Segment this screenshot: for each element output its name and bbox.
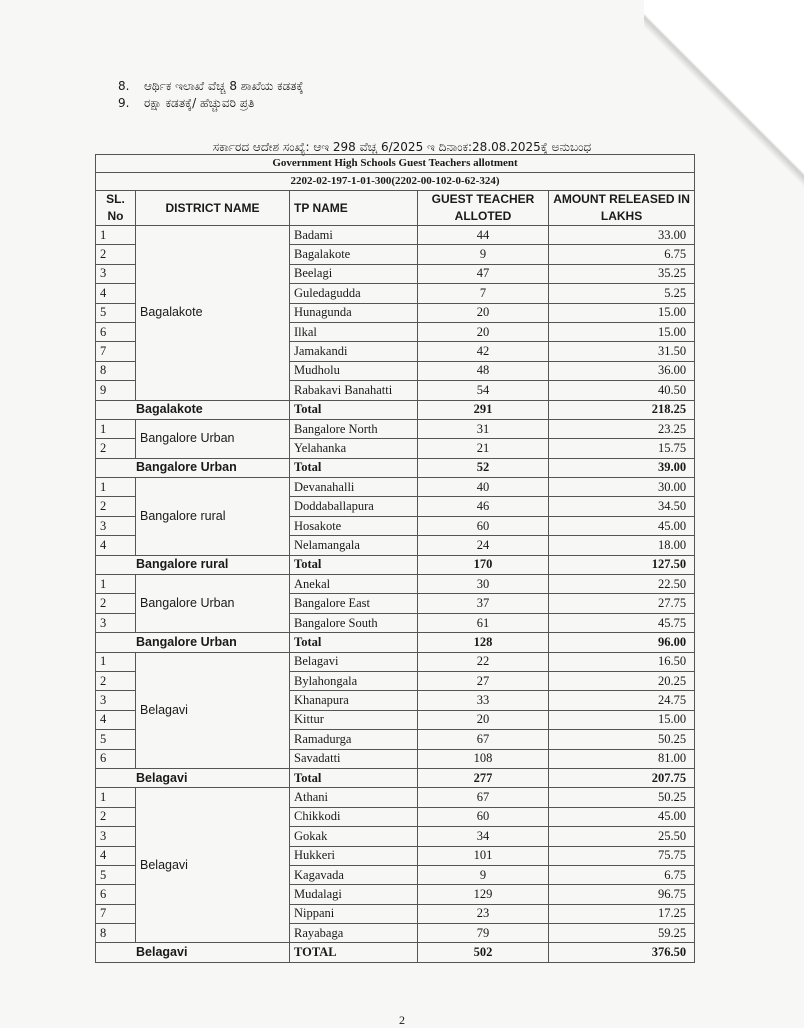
amount-cell: 15.00 — [549, 322, 695, 341]
amount-cell: 20.25 — [549, 671, 695, 690]
teachers-cell: 20 — [418, 303, 549, 322]
note-text: ಆರ್ಥಿಕ ಇಲಾಖೆ ವೆಚ್ಚ 8 ಶಾಖೆಯ ಕಡತಕ್ಕೆ — [144, 79, 304, 93]
table-caption: Government High Schools Guest Teachers allotment — [96, 155, 695, 173]
total-district-cell: Belagavi — [96, 943, 290, 962]
amount-cell: 40.50 — [549, 381, 695, 400]
note-number: 9. — [118, 96, 130, 110]
total-row — [96, 633, 695, 652]
tp-name-cell: Doddaballapura — [290, 497, 418, 516]
total-row — [96, 943, 695, 962]
sl-cell: 4 — [96, 536, 136, 555]
amount-cell: 96.75 — [549, 885, 695, 904]
total-row — [96, 555, 695, 574]
teachers-cell: 42 — [418, 342, 549, 361]
sl-cell: 3 — [96, 691, 136, 710]
teachers-cell: 27 — [418, 671, 549, 690]
tp-name-cell: Guledagudda — [290, 284, 418, 303]
total-row — [96, 768, 695, 787]
total-amount-cell: 39.00 — [549, 458, 695, 477]
tp-name-cell: Devanahalli — [290, 478, 418, 497]
table-body — [96, 226, 695, 963]
total-label-cell: Total — [290, 555, 418, 574]
amount-cell: 27.75 — [549, 594, 695, 613]
district-cell: Bangalore rural — [136, 478, 290, 556]
sl-cell: 5 — [96, 865, 136, 884]
note-item — [118, 95, 304, 112]
teachers-cell: 67 — [418, 730, 549, 749]
table-row — [96, 419, 695, 438]
col-header-tp: TP NAME — [290, 191, 418, 226]
sl-cell: 3 — [96, 516, 136, 535]
table-row — [96, 575, 695, 594]
amount-cell: 59.25 — [549, 924, 695, 943]
district-cell: Bagalakote — [136, 226, 290, 401]
total-teachers-cell: 291 — [418, 400, 549, 419]
tp-name-cell: Bangalore East — [290, 594, 418, 613]
amount-cell: 17.25 — [549, 904, 695, 923]
amount-cell: 50.25 — [549, 788, 695, 807]
teachers-cell: 9 — [418, 865, 549, 884]
total-teachers-cell: 128 — [418, 633, 549, 652]
table-row — [96, 226, 695, 245]
teachers-cell: 101 — [418, 846, 549, 865]
total-amount-cell: 96.00 — [549, 633, 695, 652]
total-amount-cell: 218.25 — [549, 400, 695, 419]
tp-name-cell: Belagavi — [290, 652, 418, 671]
sl-cell: 3 — [96, 827, 136, 846]
tp-name-cell: Beelagi — [290, 264, 418, 283]
tp-name-cell: Athani — [290, 788, 418, 807]
teachers-cell: 47 — [418, 264, 549, 283]
teachers-cell: 31 — [418, 419, 549, 438]
amount-cell: 81.00 — [549, 749, 695, 768]
amount-cell: 24.75 — [549, 691, 695, 710]
tp-name-cell: Mudalagi — [290, 885, 418, 904]
tp-name-cell: Bangalore South — [290, 613, 418, 632]
sl-cell: 9 — [96, 381, 136, 400]
tp-name-cell: Badami — [290, 226, 418, 245]
total-teachers-cell: 277 — [418, 768, 549, 787]
sl-cell: 5 — [96, 303, 136, 322]
teachers-cell: 44 — [418, 226, 549, 245]
col-header-sl: SL. No — [96, 191, 136, 226]
teachers-cell: 33 — [418, 691, 549, 710]
sl-cell: 4 — [96, 710, 136, 729]
tp-name-cell: Mudholu — [290, 361, 418, 380]
teachers-cell: 40 — [418, 478, 549, 497]
total-district-cell: Bagalakote — [96, 400, 290, 419]
sl-cell: 3 — [96, 264, 136, 283]
sl-cell: 1 — [96, 419, 136, 438]
sl-cell: 2 — [96, 671, 136, 690]
tp-name-cell: Ilkal — [290, 322, 418, 341]
district-cell: Belagavi — [136, 652, 290, 768]
sl-cell: 7 — [96, 342, 136, 361]
sl-cell: 2 — [96, 497, 136, 516]
total-teachers-cell: 170 — [418, 555, 549, 574]
teachers-cell: 108 — [418, 749, 549, 768]
page-number: 2 — [399, 1013, 405, 1027]
amount-cell: 36.00 — [549, 361, 695, 380]
sl-cell: 4 — [96, 846, 136, 865]
tp-name-cell: Jamakandi — [290, 342, 418, 361]
amount-cell: 75.75 — [549, 846, 695, 865]
teachers-cell: 23 — [418, 904, 549, 923]
teachers-cell: 22 — [418, 652, 549, 671]
tp-name-cell: Hosakote — [290, 516, 418, 535]
teachers-cell: 48 — [418, 361, 549, 380]
col-header-teachers: GUEST TEACHER ALLOTED — [418, 191, 549, 226]
note-text: ರಕ್ಷಾ ಕಡತಕ್ಕೆ/ ಹೆಚ್ಚುವರಿ ಪ್ರತಿ — [144, 96, 255, 110]
sl-cell: 2 — [96, 439, 136, 458]
amount-cell: 16.50 — [549, 652, 695, 671]
sl-cell: 1 — [96, 652, 136, 671]
teachers-cell: 20 — [418, 710, 549, 729]
tp-name-cell: Hunagunda — [290, 303, 418, 322]
col-header-district: DISTRICT NAME — [136, 191, 290, 226]
sl-cell: 2 — [96, 594, 136, 613]
sl-cell: 1 — [96, 788, 136, 807]
tp-name-cell: Bylahongala — [290, 671, 418, 690]
sl-cell: 5 — [96, 730, 136, 749]
total-teachers-cell: 502 — [418, 943, 549, 962]
table-row — [96, 788, 695, 807]
total-amount-cell: 127.50 — [549, 555, 695, 574]
total-row — [96, 458, 695, 477]
total-label-cell: TOTAL — [290, 943, 418, 962]
amount-cell: 18.00 — [549, 536, 695, 555]
teachers-cell: 9 — [418, 245, 549, 264]
tp-name-cell: Nelamangala — [290, 536, 418, 555]
tp-name-cell: Savadatti — [290, 749, 418, 768]
amount-cell: 50.25 — [549, 730, 695, 749]
note-item — [118, 78, 304, 95]
total-district-cell: Bangalore rural — [96, 555, 290, 574]
district-cell: Belagavi — [136, 788, 290, 943]
tp-name-cell: Kagavada — [290, 865, 418, 884]
teachers-cell: 30 — [418, 575, 549, 594]
tp-name-cell: Bagalakote — [290, 245, 418, 264]
amount-cell: 25.50 — [549, 827, 695, 846]
sl-cell: 6 — [96, 322, 136, 341]
teachers-cell: 46 — [418, 497, 549, 516]
amount-cell: 45.00 — [549, 516, 695, 535]
total-teachers-cell: 52 — [418, 458, 549, 477]
amount-cell: 15.00 — [549, 710, 695, 729]
teachers-cell: 34 — [418, 827, 549, 846]
total-district-cell: Bangalore Urban — [96, 633, 290, 652]
table-row — [96, 478, 695, 497]
total-label-cell: Total — [290, 768, 418, 787]
tp-name-cell: Khanapura — [290, 691, 418, 710]
note-number: 8. — [118, 79, 130, 93]
amount-cell: 45.00 — [549, 807, 695, 826]
amount-cell: 5.25 — [549, 284, 695, 303]
teachers-cell: 37 — [418, 594, 549, 613]
teachers-cell: 61 — [418, 613, 549, 632]
amount-cell: 35.25 — [549, 264, 695, 283]
tp-name-cell: Hukkeri — [290, 846, 418, 865]
amount-cell: 33.00 — [549, 226, 695, 245]
amount-cell: 34.50 — [549, 497, 695, 516]
distribution-notes — [118, 78, 304, 112]
sl-cell: 8 — [96, 924, 136, 943]
sl-cell: 8 — [96, 361, 136, 380]
amount-cell: 6.75 — [549, 865, 695, 884]
sl-cell: 6 — [96, 885, 136, 904]
teachers-cell: 20 — [418, 322, 549, 341]
sl-cell: 4 — [96, 284, 136, 303]
table-row — [96, 652, 695, 671]
total-label-cell: Total — [290, 633, 418, 652]
teachers-cell: 24 — [418, 536, 549, 555]
total-district-cell: Bangalore Urban — [96, 458, 290, 477]
teachers-cell: 54 — [418, 381, 549, 400]
total-district-cell: Belagavi — [96, 768, 290, 787]
total-label-cell: Total — [290, 458, 418, 477]
tp-name-cell: Anekal — [290, 575, 418, 594]
teachers-cell: 21 — [418, 439, 549, 458]
tp-name-cell: Kittur — [290, 710, 418, 729]
sl-cell: 1 — [96, 575, 136, 594]
teachers-cell: 79 — [418, 924, 549, 943]
total-amount-cell: 207.75 — [549, 768, 695, 787]
amount-cell: 30.00 — [549, 478, 695, 497]
tp-name-cell: Ramadurga — [290, 730, 418, 749]
head-of-account: 2202-02-197-1-01-300(2202-00-102-0-62-324) — [96, 173, 695, 191]
amount-cell: 22.50 — [549, 575, 695, 594]
sl-cell: 7 — [96, 904, 136, 923]
amount-cell: 45.75 — [549, 613, 695, 632]
teachers-cell: 67 — [418, 788, 549, 807]
amount-cell: 15.75 — [549, 439, 695, 458]
tp-name-cell: Gokak — [290, 827, 418, 846]
total-label-cell: Total — [290, 400, 418, 419]
sl-cell: 1 — [96, 478, 136, 497]
sl-cell: 2 — [96, 807, 136, 826]
tp-name-cell: Yelahanka — [290, 439, 418, 458]
sl-cell: 2 — [96, 245, 136, 264]
total-amount-cell: 376.50 — [549, 943, 695, 962]
tp-name-cell: Bangalore North — [290, 419, 418, 438]
teachers-cell: 60 — [418, 516, 549, 535]
amount-cell: 6.75 — [549, 245, 695, 264]
tp-name-cell: Chikkodi — [290, 807, 418, 826]
amount-cell: 31.50 — [549, 342, 695, 361]
teachers-cell: 129 — [418, 885, 549, 904]
district-cell: Bangalore Urban — [136, 419, 290, 458]
teachers-cell: 7 — [418, 284, 549, 303]
sl-cell: 6 — [96, 749, 136, 768]
sl-cell: 3 — [96, 613, 136, 632]
district-cell: Bangalore Urban — [136, 575, 290, 633]
tp-name-cell: Rabakavi Banahatti — [290, 381, 418, 400]
col-header-amount: AMOUNT RELEASED IN LAKHS — [549, 191, 695, 226]
order-reference: ಸರ್ಕಾರದ ಆದೇಶ ಸಂಖ್ಯೆ: ಆಇ 298 ವೆಚ್ಚ 6/2025 ಇ ದಿನಾಂಕ:28.08.2025ಕ್ಕೆ ಅನುಬಂಧ — [212, 140, 592, 154]
amount-cell: 23.25 — [549, 419, 695, 438]
amount-cell: 15.00 — [549, 303, 695, 322]
total-row — [96, 400, 695, 419]
allotment-table — [95, 154, 695, 963]
tp-name-cell: Nippani — [290, 904, 418, 923]
teachers-cell: 60 — [418, 807, 549, 826]
sl-cell: 1 — [96, 226, 136, 245]
tp-name-cell: Rayabaga — [290, 924, 418, 943]
